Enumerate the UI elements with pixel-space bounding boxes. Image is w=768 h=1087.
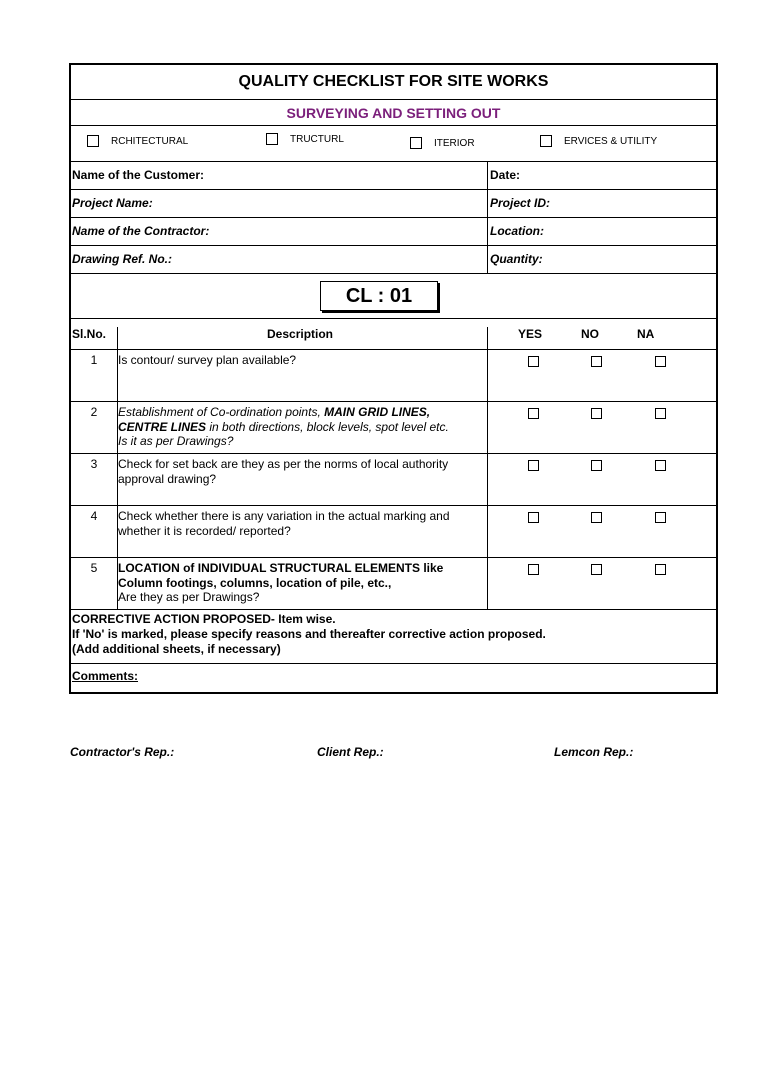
no-checkbox[interactable]	[591, 460, 602, 471]
item-number: 2	[90, 405, 98, 419]
description-line: CENTRE LINES in both directions, block levels, spot level etc.	[118, 419, 449, 434]
discipline-interior[interactable]	[410, 137, 475, 149]
location-label: Location:	[490, 224, 544, 238]
services-checkbox[interactable]	[540, 135, 552, 147]
project-row	[71, 190, 716, 218]
yes-checkbox[interactable]	[528, 408, 539, 419]
project-id-label: Project ID:	[490, 196, 551, 210]
corrective-line: (Add additional sheets, if necessary)	[72, 642, 281, 656]
comments-label: Comments:	[72, 669, 139, 683]
discipline-structural[interactable]	[266, 133, 344, 145]
table-row	[71, 402, 716, 454]
no-checkbox[interactable]	[591, 356, 602, 367]
lemcon-rep-signature: Lemcon Rep.:	[554, 745, 634, 759]
item-description	[118, 353, 478, 368]
yes-checkbox[interactable]	[528, 564, 539, 575]
description-line: Column footings, columns, location of pile, etc.,	[118, 575, 392, 590]
table-header	[71, 319, 716, 350]
customer-label: Name of the Customer:	[72, 168, 205, 182]
na-header: NA	[637, 327, 655, 341]
item-description	[118, 405, 478, 449]
discipline-label: RCHITECTURAL	[111, 135, 189, 147]
slno-header: Sl.No.	[72, 327, 107, 341]
description-line: LOCATION of INDIVIDUAL STRUCTURAL ELEMENTS like	[118, 561, 444, 575]
corrective-line: If 'No' is marked, please specify reasons and thereafter corrective action proposed.	[72, 627, 546, 641]
description-line: Establishment of Co-ordination points, MAIN GRID LINES,	[118, 405, 431, 419]
yes-checkbox[interactable]	[528, 460, 539, 471]
contractor-rep-signature: Contractor's Rep.:	[70, 745, 175, 759]
drawing-row	[71, 246, 716, 274]
item-number: 5	[90, 561, 98, 575]
item-number: 1	[90, 353, 98, 367]
contractor-row	[71, 218, 716, 246]
na-checkbox[interactable]	[655, 356, 666, 367]
checklist-sheet	[69, 63, 718, 694]
table-row	[71, 454, 716, 506]
no-checkbox[interactable]	[591, 408, 602, 419]
na-checkbox[interactable]	[655, 460, 666, 471]
na-checkbox[interactable]	[655, 564, 666, 575]
description-header: Description	[267, 327, 334, 341]
item-description	[118, 457, 478, 486]
form-subtitle: SURVEYING AND SETTING OUT	[71, 100, 716, 126]
date-label: Date:	[490, 168, 521, 182]
quantity-label: Quantity:	[490, 252, 543, 266]
table-row	[71, 506, 716, 558]
description-line: Are they as per Drawings?	[118, 590, 260, 604]
discipline-architectural[interactable]	[87, 135, 188, 147]
client-rep-signature: Client Rep.:	[317, 745, 384, 759]
project-name-label: Project Name:	[72, 196, 153, 210]
table-row	[71, 558, 716, 610]
checklist-code: CL : 01	[320, 281, 438, 311]
description-line: Is contour/ survey plan available?	[118, 353, 297, 367]
contractor-label: Name of the Contractor:	[72, 224, 210, 238]
description-line: whether it is recorded/ reported?	[118, 523, 291, 538]
item-description	[118, 561, 478, 605]
item-number: 4	[90, 509, 98, 523]
interior-checkbox[interactable]	[410, 137, 422, 149]
checklist-code-row	[71, 274, 716, 319]
discipline-label: ERVICES & UTILITY	[564, 135, 658, 147]
description-line: Check for set back are they as per the norms of local authority	[118, 457, 449, 471]
no-checkbox[interactable]	[591, 564, 602, 575]
no-checkbox[interactable]	[591, 512, 602, 523]
na-checkbox[interactable]	[655, 408, 666, 419]
yes-header: YES	[518, 327, 543, 341]
drawing-ref-label: Drawing Ref. No.:	[72, 252, 173, 266]
yes-checkbox[interactable]	[528, 356, 539, 367]
yes-checkbox[interactable]	[528, 512, 539, 523]
description-line: Check whether there is any variation in the actual marking and	[118, 509, 450, 523]
item-description	[118, 509, 478, 538]
customer-row	[71, 162, 716, 190]
corrective-action-section	[71, 610, 716, 664]
comments-row[interactable]	[71, 664, 716, 692]
no-header: NO	[581, 327, 599, 341]
discipline-services[interactable]	[540, 135, 657, 147]
discipline-label: TRUCTURL	[290, 133, 344, 145]
table-row	[71, 350, 716, 402]
corrective-line: CORRECTIVE ACTION PROPOSED- Item wise.	[72, 612, 336, 626]
na-checkbox[interactable]	[655, 512, 666, 523]
discipline-selector	[71, 126, 716, 162]
item-number: 3	[90, 457, 98, 471]
description-line: approval drawing?	[118, 471, 217, 486]
discipline-label: ITERIOR	[434, 137, 475, 149]
structural-checkbox[interactable]	[266, 133, 278, 145]
architectural-checkbox[interactable]	[87, 135, 99, 147]
form-title: QUALITY CHECKLIST FOR SITE WORKS	[71, 65, 716, 100]
description-line: Is it as per Drawings?	[118, 434, 234, 448]
